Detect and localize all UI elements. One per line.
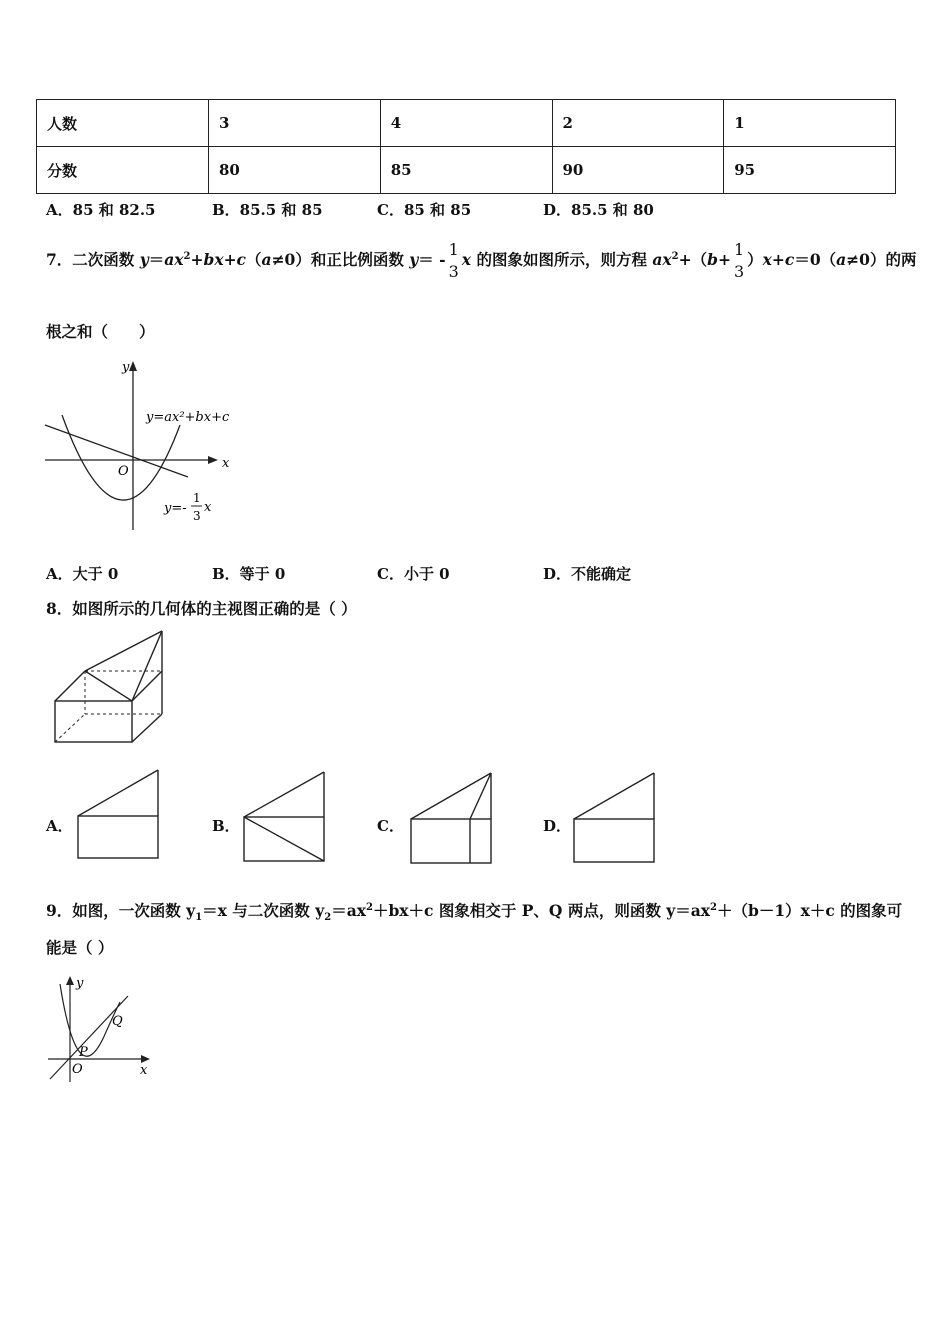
q7-text: 的图象如图所示，则方程 xyxy=(471,250,653,270)
q7-option-d: D．不能确定 xyxy=(543,565,632,583)
q7-math: ＝ - xyxy=(418,250,446,270)
q7-math: y xyxy=(409,250,419,270)
q7-graph xyxy=(40,355,240,535)
q7-math: x+c xyxy=(762,250,795,270)
line-curve xyxy=(45,425,188,477)
q6-option-d: D．85.5 和 80 xyxy=(543,201,654,219)
parabola-curve xyxy=(60,984,120,1056)
wedge-edge xyxy=(85,671,132,701)
q6-option-a: A．85 和 82.5 xyxy=(46,201,156,219)
q8-option-c-figure xyxy=(408,770,498,868)
q9-text: ＋bx＋c 图象相交于 P、Q 两点，则函数 y＝ax xyxy=(372,901,711,920)
q8-option-d-label: D． xyxy=(543,817,572,835)
q8-option-a-figure xyxy=(75,766,165,864)
x-axis-label: x xyxy=(222,456,230,471)
origin-label: O xyxy=(72,1062,83,1077)
q7-math: （ xyxy=(246,250,262,270)
box-front xyxy=(55,701,132,742)
y-axis-arrow xyxy=(66,976,74,985)
q9-text: 2 xyxy=(365,901,373,913)
q7-text: 二次函数 xyxy=(72,250,140,270)
table-row xyxy=(37,147,896,194)
q7-fraction xyxy=(449,239,459,283)
q7-text: ≠0）的两 xyxy=(846,250,917,270)
y-axis-arrow xyxy=(129,361,137,371)
line-label-denominator: 3 xyxy=(193,509,201,523)
q9-text: 2 xyxy=(710,901,717,913)
q7-math: 2 xyxy=(671,251,679,262)
fraction-denominator: 3 xyxy=(733,262,745,282)
q8-stem: 8．如图所示的几何体的主视图正确的是（ ） xyxy=(46,599,357,618)
q8-option-d-figure xyxy=(571,770,661,868)
table-cell: 90 xyxy=(552,147,724,194)
table-cell: 人数 xyxy=(37,100,209,147)
q7-stem xyxy=(46,235,916,283)
table-cell: 1 xyxy=(724,100,896,147)
fraction-numerator: 1 xyxy=(448,240,459,260)
box-edge xyxy=(132,714,162,742)
x-axis-label: x xyxy=(140,1063,148,1078)
q8-option-c-label: C． xyxy=(377,817,404,835)
q6-option-c: C．85 和 85 xyxy=(377,201,472,219)
q9-text: 2 xyxy=(324,912,332,924)
parabola-label: y=ax²+bx+c xyxy=(146,410,230,425)
table-cell: 3 xyxy=(209,100,381,147)
q7-number: 7． xyxy=(46,250,73,270)
origin-label: O xyxy=(118,464,129,479)
line-label: y=- xyxy=(164,501,187,516)
q8-option-b-figure xyxy=(241,769,331,867)
q7-math: b xyxy=(707,250,718,270)
fraction-denominator: 3 xyxy=(448,262,459,282)
table-cell: 85 xyxy=(380,147,552,194)
q7-text: 和正比例函数 xyxy=(310,250,410,270)
table-cell: 2 xyxy=(552,100,724,147)
q7-fraction xyxy=(734,239,744,283)
box-edge xyxy=(132,671,162,701)
q9-text: ＋（b－1）x＋c 的图象可 xyxy=(716,901,903,920)
q8-solid-figure xyxy=(50,628,170,748)
q6-option-b: B．85.5 和 85 xyxy=(212,201,323,219)
table-row xyxy=(37,100,896,147)
table-cell: 80 xyxy=(209,147,381,194)
q8-option-b-label: B． xyxy=(212,817,240,835)
q7-math: x xyxy=(461,250,472,270)
q9-graph xyxy=(44,970,164,1085)
q9-stem xyxy=(46,899,902,923)
x-axis-arrow xyxy=(208,456,218,464)
point-q-label: Q xyxy=(112,1014,123,1029)
q7-math: ） xyxy=(747,250,763,270)
q7-option-c: C．小于 0 xyxy=(377,565,450,583)
y-axis-label: y xyxy=(122,360,130,375)
q7-math: ax xyxy=(164,250,184,270)
q9-text: 1 xyxy=(195,912,203,924)
q7-math: + xyxy=(717,250,731,270)
q7-math: ax xyxy=(652,250,672,270)
table-cell: 4 xyxy=(380,100,552,147)
parabola-curve xyxy=(62,415,180,500)
point-p-label: P xyxy=(79,1045,88,1060)
q7-math: ＝ xyxy=(148,250,165,270)
wedge-edge xyxy=(85,631,162,671)
wedge-edge xyxy=(132,631,162,701)
fraction-numerator: 1 xyxy=(733,240,745,260)
q7-stem-line2: 根之和（ ） xyxy=(46,322,155,341)
q7-option-a: A．大于 0 xyxy=(46,565,119,583)
x-axis-arrow xyxy=(141,1055,150,1063)
score-table xyxy=(36,99,896,194)
table-cell: 分数 xyxy=(37,147,209,194)
q8-option-a-label: A． xyxy=(46,817,73,835)
y-axis-label: y xyxy=(76,976,84,991)
line-label-x: x xyxy=(204,500,212,515)
q7-math: ≠0） xyxy=(271,250,311,270)
q9-stem-line2: 能是（ ） xyxy=(46,938,114,957)
q7-option-b: B．等于 0 xyxy=(212,565,286,583)
q7-math: y xyxy=(139,250,149,270)
q9-text: ＝x 与二次函数 y xyxy=(202,901,325,920)
q7-math: 2 xyxy=(183,251,191,262)
q7-math: +（ xyxy=(678,250,708,270)
q9-text: 9．如图，一次函数 y xyxy=(46,901,196,920)
table-cell: 95 xyxy=(724,147,896,194)
q7-math: a xyxy=(836,250,847,270)
q9-text: ＝ax xyxy=(331,901,366,920)
q7-math: ＝0（ xyxy=(794,250,837,270)
line-label-numerator: 1 xyxy=(193,491,201,505)
hidden-edge xyxy=(55,714,85,742)
box-edge xyxy=(55,671,85,701)
q7-math: a xyxy=(261,250,272,270)
q7-math: +bx+c xyxy=(190,250,246,270)
